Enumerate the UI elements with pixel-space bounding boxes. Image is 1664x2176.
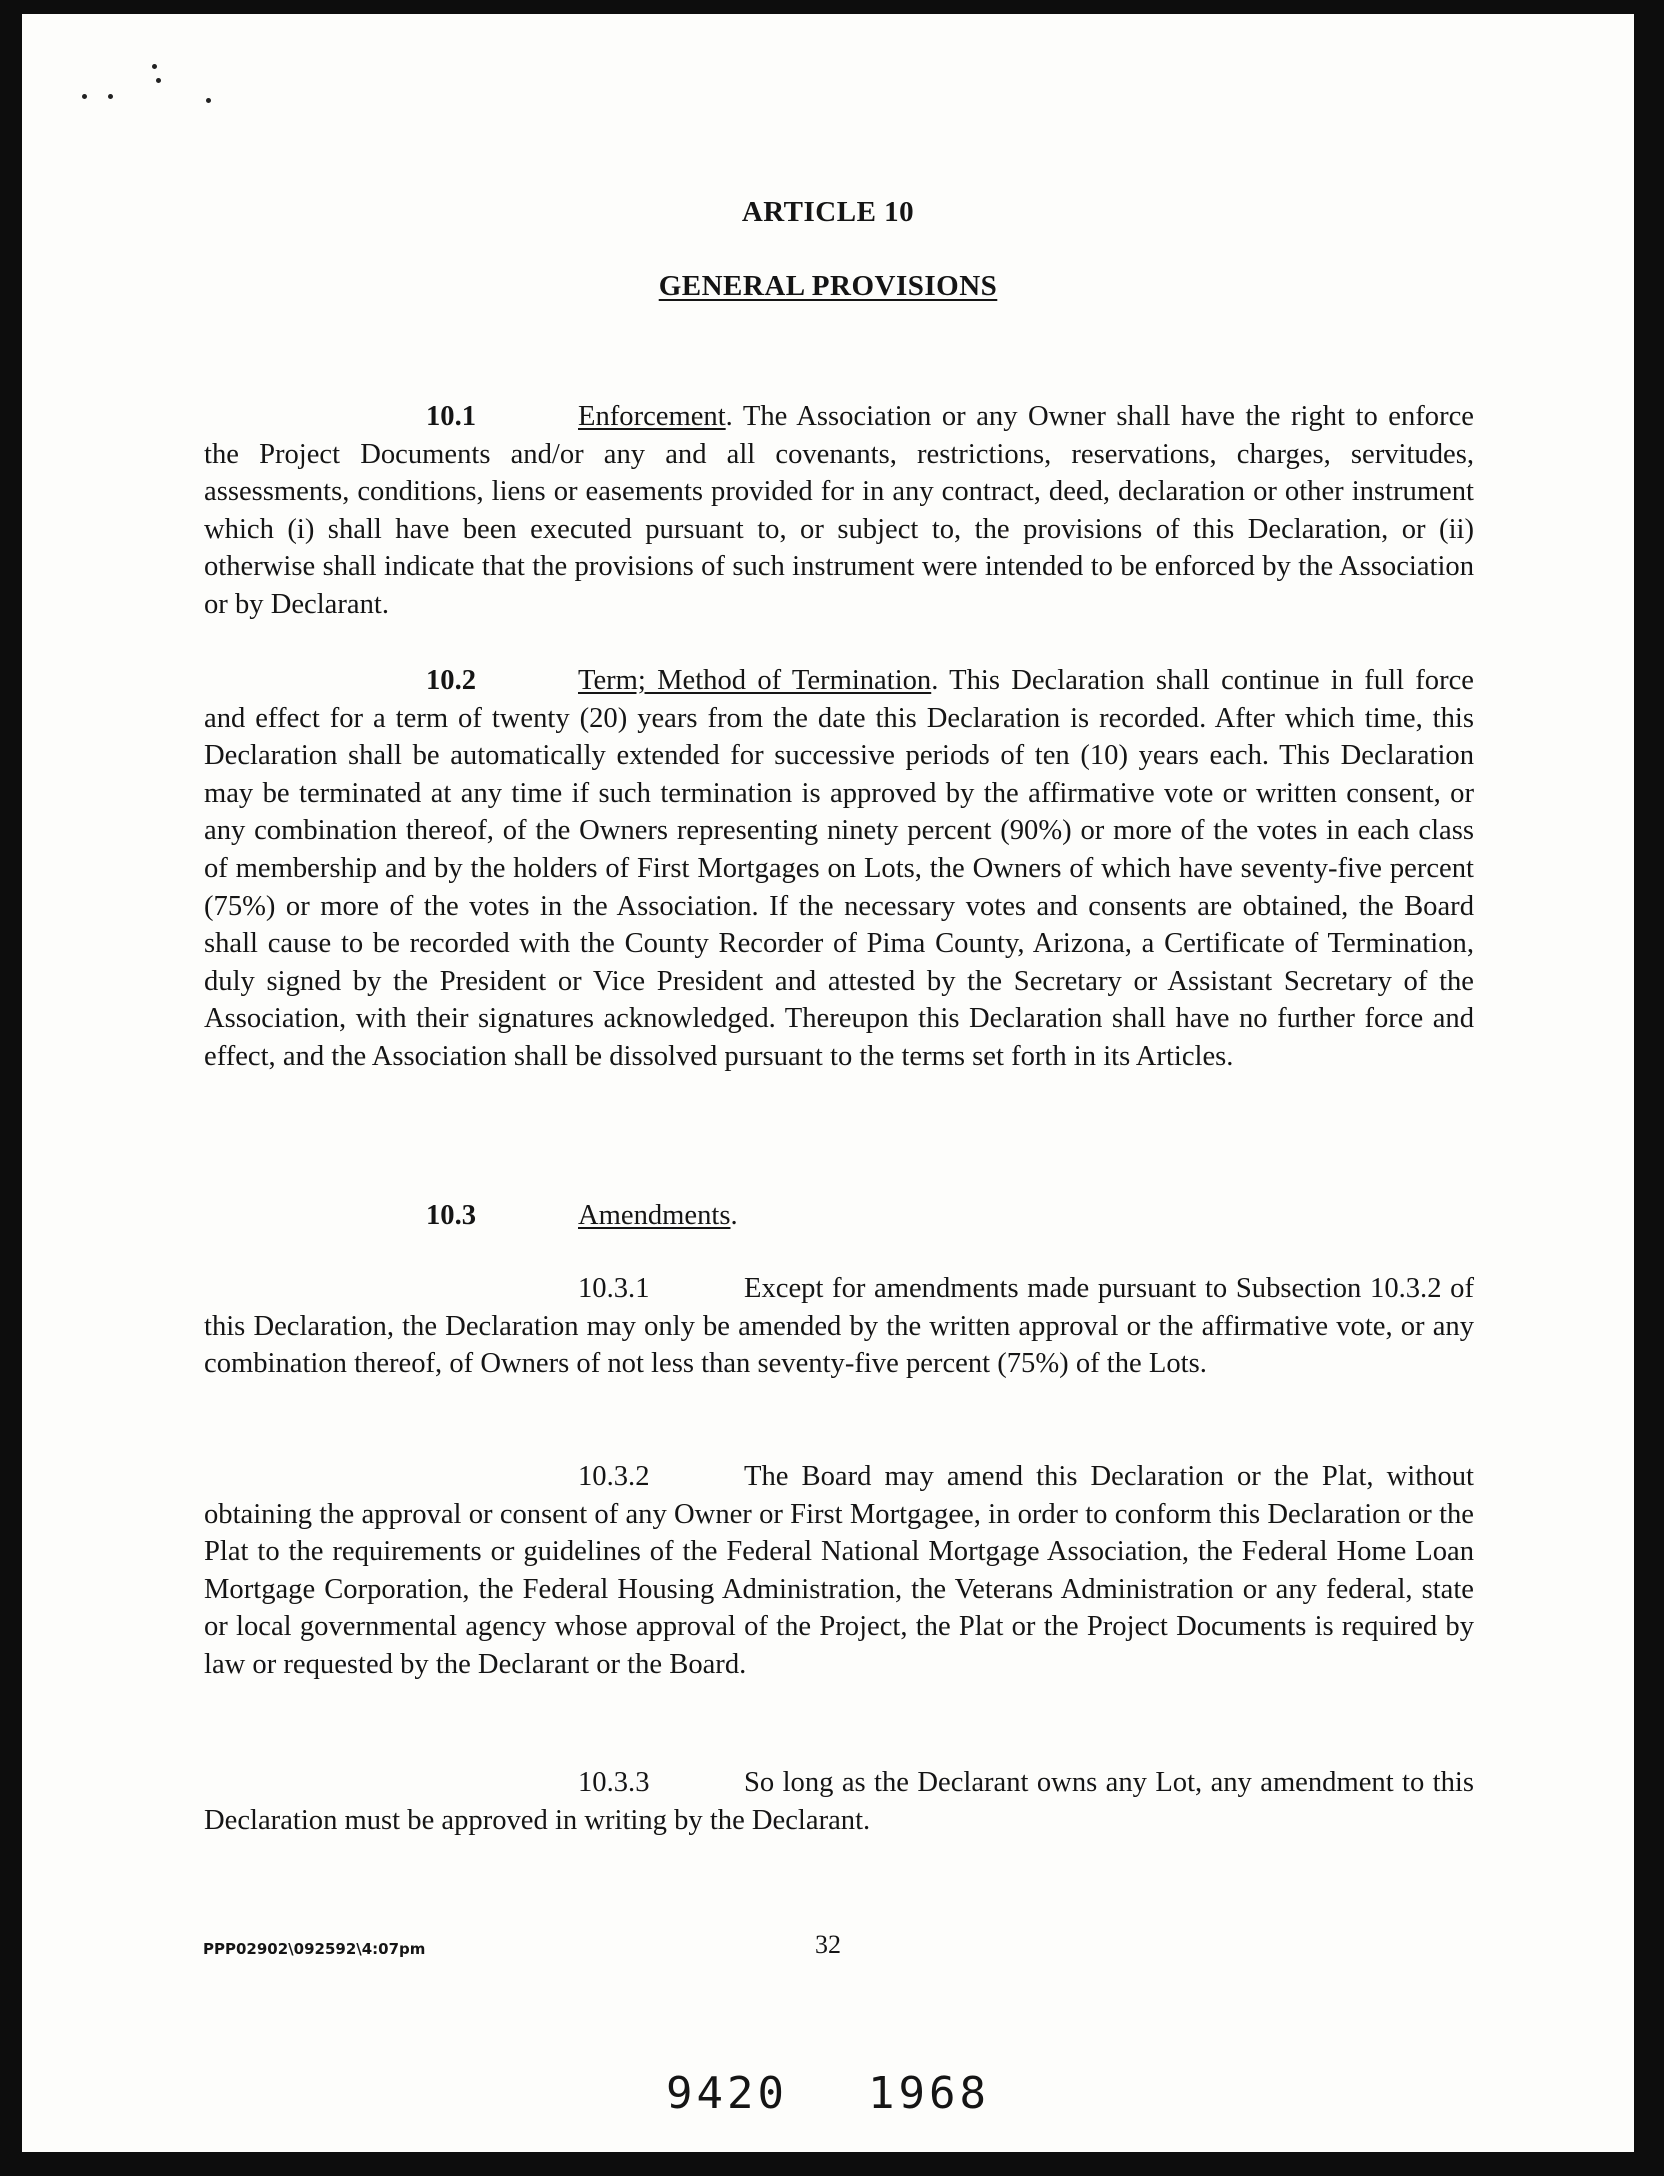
document-page (22, 14, 1634, 2152)
subsection-number: 10.3.3 (578, 1767, 650, 1798)
subsection-10-3-2 (204, 1458, 1474, 1684)
section-10-2 (204, 662, 1474, 1076)
stamp-right: 1968 (868, 2068, 990, 2119)
section-number: 10.3 (426, 1200, 477, 1231)
handwritten-stamp (22, 2068, 1634, 2119)
section-title: Enforcement (578, 401, 726, 432)
stamp-left: 9420 (666, 2068, 788, 2119)
subsection-number: 10.3.2 (578, 1461, 650, 1492)
subsection-number: 10.3.1 (578, 1273, 650, 1304)
section-body: . This Declaration shall continue in full force and effect for a term of twenty (20) years from the date this Declaration is recorded. After which time, this Declaration shall be automatically extended for successive periods of ten (10) years each. This Declaration may be terminated at any time if such termination is approved by the affirmative vote or written consent, or any combination thereof, of the Owners representing ninety percent (90%) or more of the votes in each class of membership and by the holders of First Mortgages on Lots, the Owners of which have seventy-five percent (75%) or more of the votes in the Association. If the necessary votes and consents are obtained, the Board shall cause to be recorded with the County Recorder of Pima County, Arizona, a Certificate of Termination, duly signed by the President or Vice President and attested by the Secretary or Assistant Secretary of the Association, with their signatures acknowledged. Thereupon this Declaration shall have no further force and effect, and the Association shall be dissolved pursuant to the terms set forth in its Articles. (204, 665, 1474, 1072)
document-code: PPP02902\092592\4:07pm (203, 1940, 426, 1958)
article-heading: ARTICLE 10 (741, 196, 915, 228)
section-10-1 (204, 398, 1474, 624)
subsection-10-3-3 (204, 1764, 1474, 1839)
section-10-3 (204, 1197, 1474, 1235)
subsection-body: So long as the Declarant owns any Lot, any amendment to this Declaration must be approved in writing by the Declarant. (204, 1767, 1474, 1836)
section-body: . The Association or any Owner shall have the right to enforce the Project Documents and/or any and all covenants, restrictions, reservations, charges, servitudes, assessments, conditions, liens or easements provided for in any contract, deed, declaration or other instrument which (i) shall have been executed pursuant to, or subject to, the provisions of this Declaration, or (ii) otherwise shall indicate that the provisions of such instrument were intended to be enforced by the Association or by Declarant. (204, 401, 1474, 620)
section-title-suffix: . (730, 1200, 738, 1231)
section-title: Term; Method of Termination (578, 665, 932, 696)
page-number: 32 (815, 1930, 841, 1959)
subsection-body: The Board may amend this Declaration or the Plat, without obtaining the approval or consent of any Owner or First Mortgagee, in order to conform this Declaration or the Plat to the requirements or guidelines of the Federal National Mortgage Association, the Federal Home Loan Mortgage Corporation, the Federal Housing Administration, the Veterans Administration or any federal, state or local governmental agency whose approval of the Project, the Plat or the Project Documents is required by law or requested by the Declarant or the Board. (204, 1461, 1474, 1680)
section-number: 10.1 (426, 401, 477, 432)
section-heading: GENERAL PROVISIONS (658, 270, 998, 302)
scan-specks (52, 44, 252, 124)
section-number: 10.2 (426, 665, 477, 696)
subsection-10-3-1 (204, 1270, 1474, 1383)
section-title: Amendments (578, 1200, 731, 1231)
subsection-body: Except for amendments made pursuant to Subsection 10.3.2 of this Declaration, the Declaration may only be amended by the written approval or the affirmative vote, or any combination thereof, of Owners of not less than seventy-five percent (75%) of the Lots. (204, 1273, 1474, 1380)
